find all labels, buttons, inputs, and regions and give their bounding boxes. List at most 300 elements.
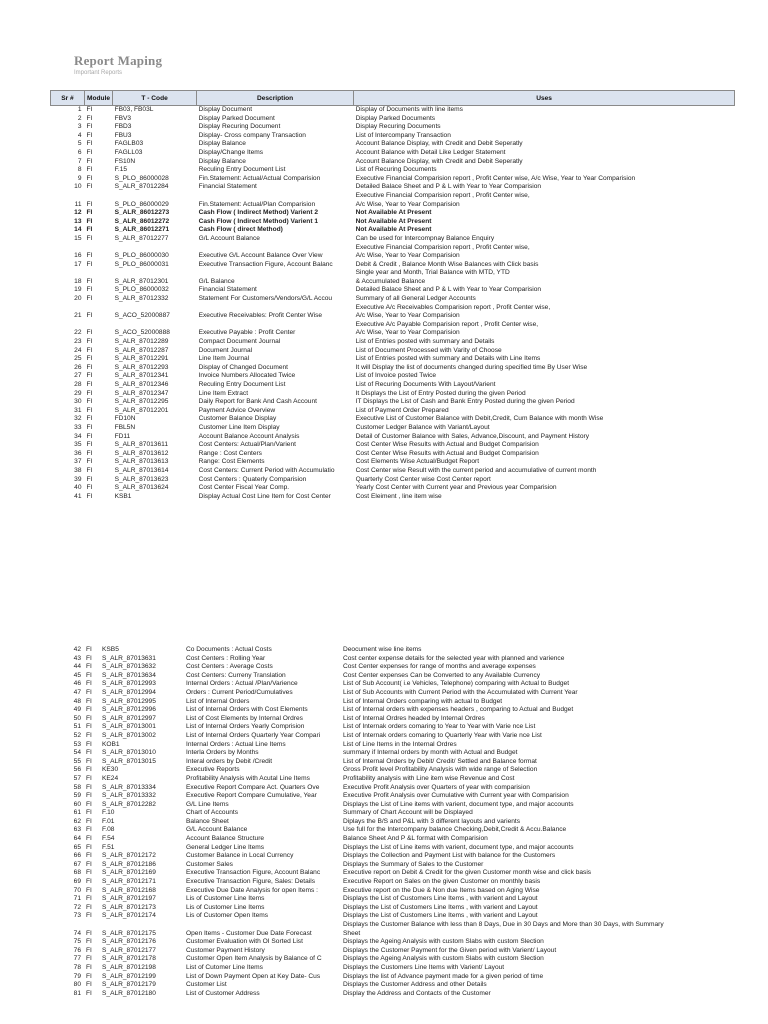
cell-module: FI — [86, 963, 92, 971]
table-row — [51, 235, 735, 244]
cell-uses: List of Internal orders with expenses headers , comparing to Actual and Budget — [343, 706, 574, 714]
cell-module: FI — [86, 492, 93, 500]
cell-sr: 26 — [74, 363, 82, 371]
cell-sr: 52 — [73, 731, 81, 739]
page-subtitle: Important Reports — [74, 70, 123, 76]
table-row — [50, 826, 722, 835]
cell-tcode: S_ALR_87013612 — [114, 449, 169, 457]
cell-sr: 73 — [73, 912, 81, 920]
cell-uses: Executive Report on Sales on the given Customer on monthly basis — [343, 878, 541, 886]
cell-module: FI — [86, 929, 92, 937]
cell-sr: 57 — [73, 774, 81, 782]
cell-tcode: F.15 — [114, 166, 128, 174]
cell-tcode: S_ALR_87013010 — [102, 749, 156, 757]
cell-description: Customer Sales — [186, 860, 233, 868]
cell-module: FI — [86, 981, 92, 989]
cell-tcode: S_ALR_87012179 — [102, 981, 156, 989]
cell-uses: Displays the Customer Payment for the Given period with Varient/ Layout — [343, 946, 557, 954]
cell-module: FI — [86, 706, 92, 714]
cell-tcode: FS10N — [114, 157, 136, 165]
cell-tcode: KSB5 — [102, 646, 119, 653]
cell-module: FI — [86, 183, 93, 191]
table-row — [50, 698, 722, 707]
cell-module: FI — [86, 295, 93, 303]
cell-description: Display Document — [198, 106, 253, 113]
cell-description: Reculing Entry Document List — [198, 381, 286, 388]
cell-description: Interal orders by Debit /Credit — [186, 757, 273, 765]
table-row — [50, 646, 722, 655]
cell-module: FI — [86, 449, 93, 457]
cell-tcode: FAGLB03 — [114, 140, 144, 148]
cell-module: FI — [86, 114, 93, 122]
cell-description: Display Balance — [198, 140, 246, 148]
cell-module: FI — [86, 338, 93, 346]
cell-module: FI — [86, 749, 92, 757]
cell-sr: 6 — [77, 148, 82, 156]
table-row — [50, 844, 722, 853]
table-row — [50, 878, 722, 887]
table-row — [50, 680, 722, 689]
table-row — [50, 835, 722, 844]
table-row — [50, 758, 722, 767]
cell-tcode: S_ALR_87012347 — [114, 389, 169, 397]
cell-uses: List of Invoice posted Twice — [355, 372, 437, 380]
cell-sr: 25 — [74, 355, 82, 363]
cell-module: FI — [86, 106, 93, 113]
cell-description: Executive Payable : Profit Center — [198, 329, 296, 337]
cell-sr: 81 — [73, 989, 81, 997]
cell-uses: List of Internal Ordres headed by Internal Ordres — [343, 714, 485, 722]
cell-description: Cash Flow ( direct Method) — [198, 226, 283, 234]
cell-description: Line Item Extract — [198, 389, 249, 397]
cell-sr: 35 — [74, 441, 82, 449]
cell-uses: List of Payment Order Prepared — [355, 406, 449, 414]
table-row — [50, 912, 722, 921]
cell-tcode: S_ALR_87013613 — [114, 458, 169, 466]
table-row — [51, 269, 735, 286]
cell-module: FI — [86, 174, 93, 182]
cell-description: Compact Document Journal — [198, 338, 281, 346]
table-row — [50, 895, 722, 904]
cell-description: Financial Statement — [198, 286, 257, 294]
cell-module: FI — [86, 783, 92, 791]
cell-sr: 12 — [74, 209, 82, 217]
cell-description: Balance Sheet — [186, 817, 229, 825]
cell-description: Reculing Entry Document List — [198, 166, 286, 174]
table-row — [51, 484, 735, 493]
cell-sr: 3 — [77, 123, 82, 131]
cell-description: Display Recuring Document — [198, 123, 281, 131]
cell-description: Statement For Customers/Vendors/G/L Accou — [198, 295, 333, 303]
cell-uses: List of Entries posted with summary and Details — [355, 338, 495, 346]
cell-tcode: S_ALR_87013334 — [102, 783, 156, 791]
cell-sr: 54 — [73, 749, 81, 757]
cell-description: Range : Cost Centers — [198, 449, 262, 457]
table-row — [50, 784, 722, 793]
cell-tcode: S_ALR_87013002 — [102, 731, 156, 739]
table-row — [50, 672, 722, 681]
cell-module: FI — [86, 475, 93, 483]
cell-description: Customer Line Item Display — [198, 423, 280, 431]
page-title: Report Maping — [74, 53, 163, 68]
cell-tcode: S_ALR_87013332 — [102, 792, 156, 800]
cell-uses: Not Available At Present — [355, 217, 432, 225]
cell-sr: 61 — [73, 809, 81, 817]
cell-tcode: FBU3 — [114, 131, 132, 139]
cell-description: Account Balance Account Analysis — [198, 432, 300, 440]
cell-uses: Displays the Collection and Payment List with balance for the Customers — [343, 852, 556, 860]
cell-tcode: FB03, FB03L — [114, 106, 154, 113]
cell-module: FI — [86, 406, 93, 414]
table-row — [51, 338, 735, 347]
cell-uses: Displays the Ageing Analysis with custom Slabs with custom Slection — [343, 955, 544, 963]
cell-description: Cost Center Fiscal Year Comp. — [198, 484, 290, 492]
header-tcode: T - Code — [113, 91, 197, 106]
table-row — [51, 415, 735, 424]
cell-module: FI — [86, 381, 93, 388]
cell-tcode: S_ALR_87012291 — [114, 355, 169, 363]
table-row — [51, 115, 735, 124]
cell-module: FI — [86, 835, 92, 843]
cell-module: FI — [86, 697, 92, 705]
cell-uses: Executive report on the Due & Non due Items based on Aging Wise — [343, 886, 540, 894]
cell-sr: 11 — [74, 200, 82, 208]
cell-uses: List of Line Items in the Internal Ordres — [343, 740, 457, 748]
cell-description: Lis of Customer Open Items — [186, 912, 269, 920]
cell-description: Display of Changed Document — [198, 363, 289, 371]
cell-sr: 70 — [73, 886, 81, 894]
cell-sr: 13 — [74, 217, 82, 225]
cell-module: FI — [86, 895, 92, 903]
table-row — [50, 706, 722, 715]
cell-uses: Account Balance Display, with Credit and Debit Seperatly — [355, 140, 523, 148]
header-description: Description — [197, 91, 354, 106]
cell-tcode: KE24 — [102, 774, 119, 782]
cell-description: Lis of Customer Line Items — [186, 895, 265, 903]
cell-description: Display Balance — [198, 157, 246, 165]
table-row — [51, 398, 735, 407]
cell-uses: summary if Internal orders by month with Actual and Budget — [343, 749, 518, 757]
cell-tcode: S_ALR_87012201 — [114, 406, 169, 414]
cell-sr: 79 — [73, 972, 81, 980]
table-row — [51, 149, 735, 158]
cell-uses: Executive A/c Receivables Comparision report , Profit Center wise, A/c Wise, Year to Year Comparision — [355, 303, 551, 320]
cell-sr: 7 — [77, 157, 82, 165]
cell-module: FI — [86, 363, 93, 371]
cell-module: FI — [86, 809, 92, 817]
cell-module: FI — [86, 166, 93, 174]
cell-uses: List of Internal Orders by Debit/ Credit/ Settled and Balance format — [343, 757, 537, 765]
cell-uses: Profitability analysis with Line item wise Revenue and Cost — [343, 774, 515, 782]
cell-module: FI — [86, 903, 92, 911]
cell-uses: Executive Financial Comparision report , Profit Center wise, A/c Wise, Year to Year Comparision — [355, 174, 636, 182]
cell-description: Orders : Current Period/Cumulatives — [186, 688, 293, 696]
table-row — [51, 218, 735, 227]
cell-tcode: S_ALR_87013015 — [102, 757, 156, 765]
cell-uses: It will Display the list of documents changed during specified time By User Wise — [355, 363, 588, 371]
cell-module: FI — [86, 843, 92, 851]
cell-description: Cash Flow ( Indirect Method) Varient 1 — [198, 217, 319, 225]
cell-uses: Customer Ledger Balance with Variant/Layout — [355, 423, 490, 431]
cell-tcode: S_ALR_87012282 — [102, 800, 156, 808]
cell-tcode: S_ALR_87012346 — [114, 381, 169, 388]
cell-tcode: S_ALR_87012341 — [114, 372, 169, 380]
cell-uses: Executive List of Customer Balance with Debit,Credit, Cum Balance with month Wise — [355, 415, 604, 423]
cell-module: FI — [86, 663, 92, 671]
cell-tcode: S_ALR_87012301 — [114, 277, 169, 285]
cell-module: FI — [86, 955, 92, 963]
cell-tcode: KOB1 — [102, 740, 120, 748]
cell-uses: Account Balance with Detail Like Ledger Statement — [355, 148, 506, 156]
cell-tcode: S_ALR_86012272 — [114, 217, 170, 225]
cell-sr: 33 — [74, 423, 82, 431]
cell-uses: Not Available At Present — [355, 226, 432, 234]
cell-tcode: F.10 — [102, 809, 115, 817]
cell-module: FI — [86, 131, 93, 139]
table-header-row — [51, 91, 735, 106]
cell-module: FI — [86, 157, 93, 165]
cell-description: Executive Due Date Analysis for open Items : — [186, 886, 318, 894]
cell-description: Line Item Journal — [198, 355, 250, 363]
cell-uses: It Displays the List of Entry Posted during the given Period — [355, 389, 526, 397]
cell-sr: 9 — [77, 174, 82, 182]
table-row — [50, 818, 722, 827]
cell-description: Customer Payment History — [186, 946, 265, 954]
cell-sr: 80 — [73, 981, 81, 989]
cell-tcode: S_ALR_87012174 — [102, 912, 156, 920]
cell-sr: 34 — [74, 432, 82, 440]
cell-module: FI — [86, 217, 93, 225]
cell-sr: 66 — [73, 852, 81, 860]
cell-description: Customer Evaluation with OI Sorted List — [186, 938, 303, 946]
table-row — [51, 433, 735, 442]
table-row — [50, 947, 722, 956]
cell-module: FI — [86, 466, 93, 474]
cell-uses: Display the Address and Contacts of the Customer — [343, 989, 491, 997]
cell-tcode: S_ALR_87012176 — [102, 938, 156, 946]
cell-tcode: S_ALR_87013634 — [102, 671, 156, 679]
table-row — [50, 663, 722, 672]
table-row — [50, 775, 722, 784]
cell-tcode: S_ALR_87013614 — [114, 466, 169, 474]
cell-tcode: S_ALR_87012198 — [102, 963, 156, 971]
cell-description: Display Actual Cost Line Item for Cost Center — [198, 492, 331, 500]
cell-tcode: S_ALR_87013623 — [114, 475, 169, 483]
cell-tcode: S_ALR_87012277 — [114, 234, 169, 242]
cell-sr: 68 — [73, 869, 81, 877]
cell-sr: 58 — [73, 783, 81, 791]
cell-tcode: KE30 — [102, 766, 119, 774]
cell-description: Lis of Customer Line Items — [186, 903, 265, 911]
cell-tcode: S_ALR_87013631 — [102, 654, 156, 662]
cell-sr: 29 — [74, 389, 82, 397]
cell-sr: 42 — [73, 646, 81, 653]
cell-tcode: S_ALR_87012289 — [114, 338, 169, 346]
table-row — [50, 723, 722, 732]
cell-module: FI — [86, 938, 92, 946]
cell-module: FI — [86, 415, 93, 423]
cell-description: G/L Account Balance — [186, 826, 248, 834]
cell-module: FI — [86, 200, 93, 208]
cell-tcode: S_ALR_87012994 — [102, 688, 156, 696]
cell-tcode: S_ALR_87012996 — [102, 706, 156, 714]
cell-uses: Cost Center wise Result with the current period and accumulative of current month — [355, 466, 597, 474]
cell-description: Cash Flow ( Indirect Method) Varient 2 — [198, 209, 319, 217]
cell-tcode: S_ALR_87012177 — [102, 946, 156, 954]
cell-uses: Deocument wise line items — [343, 646, 422, 653]
cell-tcode: S_ACO_52000887 — [114, 312, 170, 320]
cell-description: Account Balance Structure — [186, 835, 265, 843]
cell-module: FI — [86, 277, 93, 285]
cell-module: FI — [86, 346, 93, 354]
table-row — [51, 123, 735, 132]
cell-sr: 43 — [73, 654, 81, 662]
cell-module: FI — [86, 972, 92, 980]
cell-uses: Displays the List of Customers Line Items , with varient and Layout — [343, 895, 538, 903]
cell-sr: 69 — [73, 878, 81, 886]
cell-sr: 51 — [73, 723, 81, 731]
table-row — [51, 476, 735, 485]
table-row — [50, 973, 722, 982]
cell-description: General Ledger Line Items — [186, 843, 265, 851]
cell-sr: 67 — [73, 860, 81, 868]
cell-module: FI — [86, 886, 92, 894]
cell-sr: 40 — [74, 484, 82, 492]
cell-module: FI — [86, 757, 92, 765]
cell-tcode: FD11 — [114, 432, 131, 440]
cell-sr: 64 — [73, 835, 81, 843]
cell-sr: 10 — [74, 183, 82, 191]
cell-sr: 56 — [73, 766, 81, 774]
cell-tcode: S_ALR_87013624 — [114, 484, 169, 492]
cell-module: FI — [86, 912, 92, 920]
cell-description: Display/Change Items — [198, 148, 264, 156]
cell-module: FI — [86, 740, 92, 748]
cell-module: FI — [86, 946, 92, 954]
cell-description: List of Cutomer Line Items — [186, 963, 263, 971]
cell-sr: 38 — [74, 466, 82, 474]
cell-module: FI — [86, 654, 92, 662]
cell-uses: List of Recuring Documents With Layout/Varient — [355, 381, 496, 388]
cell-sr: 44 — [73, 663, 81, 671]
table-row — [50, 964, 722, 973]
table-row — [51, 209, 735, 218]
cell-description: Fin.Statement: Actual/Actual Comparision — [198, 174, 321, 182]
cell-sr: 62 — [73, 817, 81, 825]
table-row — [50, 715, 722, 724]
cell-uses: Cost Elements Wise Actual/Budget Report — [355, 458, 480, 466]
cell-module: FI — [86, 671, 92, 679]
table-row — [51, 355, 735, 364]
cell-description: Cost Centers: Actual/Plan/Varient — [198, 441, 296, 449]
cell-tcode: S_ALR_87012171 — [102, 878, 156, 886]
cell-description: Co Documents : Actual Costs — [186, 646, 272, 653]
cell-module: FI — [86, 329, 93, 337]
cell-description: Invoice Numbers Allocated Twice — [198, 372, 296, 380]
cell-description: G/L Balance — [198, 277, 235, 285]
cell-uses: List of Document Processed with Varity of Choose — [355, 346, 502, 354]
table-row — [50, 938, 722, 947]
cell-tcode: S_ALR_87012169 — [102, 869, 156, 877]
cell-sr: 20 — [74, 295, 82, 303]
cell-tcode: S_ALR_87012197 — [102, 895, 156, 903]
cell-uses: Displays the Customer Balance with less than 8 Days, Due in 30 Days and More than 30 Days, with Summary Sheet — [343, 921, 664, 937]
cell-sr: 15 — [74, 234, 82, 242]
cell-tcode: S_PLO_86000030 — [114, 252, 169, 260]
table-row — [50, 766, 722, 775]
cell-uses: Cost Center expenses for range of months and average expenses — [343, 663, 536, 671]
table-row — [51, 347, 735, 356]
table-row — [50, 801, 722, 810]
cell-tcode: S_ALR_87012178 — [102, 955, 156, 963]
cell-uses: Displays the Summary of Sales to the Customer — [343, 860, 484, 868]
table-row — [51, 244, 735, 261]
cell-uses: Can be used for Intercompnay Balance Enquiry — [355, 234, 495, 242]
cell-uses: Use full for the Intercompany balance Checking,Debit,Credit & Accu.Balance — [343, 826, 567, 834]
cell-description: Customer Open Item Analysis by Balance of C — [186, 955, 322, 963]
cell-sr: 72 — [73, 903, 81, 911]
table-row — [51, 140, 735, 149]
cell-tcode: S_ALR_87012995 — [102, 697, 156, 705]
cell-sr: 74 — [73, 929, 81, 937]
cell-description: Internal Orders : Actual /Plan/Varience — [186, 680, 298, 688]
cell-uses: List of Internak orders comaring to Quarterly Year with Varie nce List — [343, 731, 542, 739]
cell-sr: 78 — [73, 963, 81, 971]
cell-description: Cost Centers : Quaterly Comparision — [198, 475, 307, 483]
cell-tcode: S_ALR_87012287 — [114, 346, 169, 354]
cell-uses: Account Balance Display, with Credit and Debit Seperatly — [355, 157, 523, 165]
report-table-2 — [50, 646, 722, 998]
table-row — [50, 792, 722, 801]
cell-sr: 49 — [73, 706, 81, 714]
cell-sr: 5 — [77, 140, 82, 148]
table-row — [51, 321, 735, 338]
cell-module: FI — [86, 484, 93, 492]
cell-tcode: S_ALR_87012175 — [102, 929, 156, 937]
cell-uses: Executive A/c Payable Comparision report , Profit Center wise, A/c Wise, Year to Year Comparision — [355, 320, 539, 337]
cell-uses: Detailed Balace Sheet and P & L with Year to Year Comparision — [355, 183, 542, 191]
table-row — [50, 741, 722, 750]
cell-sr: 46 — [73, 680, 81, 688]
cell-uses: List of Sub Account( i.e Vehicles, Telephone) comparing with Actual to Budget — [343, 680, 570, 688]
cell-tcode: S_ALR_87012993 — [102, 680, 156, 688]
cell-module: FI — [86, 123, 93, 131]
cell-uses: Executive Financial Comparision report , Profit Center wise, A/c Wise, Year to Year Comparision — [355, 191, 530, 208]
cell-sr: 65 — [73, 843, 81, 851]
cell-uses: Balance Sheet And P &L format with Comparision — [343, 835, 488, 843]
cell-uses: Diplays the B/S and P&L with 3 different layouts and varients — [343, 817, 521, 825]
table-row — [51, 493, 735, 502]
cell-module: FI — [86, 680, 92, 688]
cell-module: FI — [86, 860, 92, 868]
cell-sr: 17 — [74, 260, 82, 268]
cell-module: FI — [86, 441, 93, 449]
cell-tcode: FBD3 — [114, 123, 132, 131]
cell-uses: List of Internal Orders comparing with actual to Budget — [343, 697, 503, 705]
cell-uses: Cost Center Wise Results with Actual and Budget Comparision — [355, 441, 539, 449]
cell-description: Fin.Statement: Actual/Plan Comparision — [198, 200, 316, 208]
cell-uses: Cost center expense details for the selected year with planned and varience — [343, 654, 565, 662]
cell-module: FI — [86, 252, 93, 260]
cell-sr: 63 — [73, 826, 81, 834]
cell-sr: 8 — [77, 166, 82, 174]
cell-module: FI — [86, 260, 93, 268]
cell-description: Executive Reports — [186, 766, 240, 774]
cell-description: Cost Centers : Average Costs — [186, 663, 273, 671]
cell-tcode: F.08 — [102, 826, 115, 834]
cell-description: Executive Transaction Figure, Account Balanc — [186, 869, 321, 877]
cell-module: FI — [86, 852, 92, 860]
